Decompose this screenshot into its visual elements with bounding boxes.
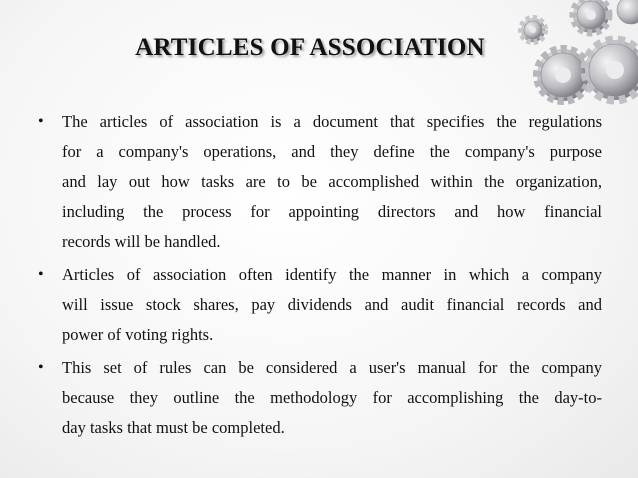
bullet-list — [30, 107, 602, 446]
bullet-dot: • — [38, 359, 44, 376]
text-line: for a company's operations, and they define the company's purpose — [62, 142, 602, 161]
text-line: The articles of association is a document that specifies the regulations — [62, 112, 602, 131]
text-line: including the process for appointing directors and how financial — [62, 202, 602, 221]
text-line: Articles of association often identify the manner in which a company — [62, 265, 602, 284]
text-line: because they outline the methodology for accomplishing the day-to- — [62, 388, 602, 407]
text-line: power of voting rights. — [62, 325, 214, 344]
bullet-item — [30, 107, 602, 257]
text-line: records will be handled. — [62, 232, 221, 251]
text-line: and lay out how tasks are to be accomplished within the organization, — [62, 172, 602, 191]
bullet-dot: • — [38, 266, 44, 283]
bullet-item — [30, 353, 602, 443]
bullet-item — [30, 260, 602, 350]
slide-title: ARTICLES OF ASSOCIATION — [135, 34, 485, 61]
bullet-dot: • — [38, 113, 44, 130]
text-line: will issue stock shares, pay dividends and audit financial records and — [62, 295, 602, 314]
text-line: This set of rules can be considered a user's manual for the company — [62, 358, 602, 377]
text-line: day tasks that must be completed. — [62, 418, 285, 437]
